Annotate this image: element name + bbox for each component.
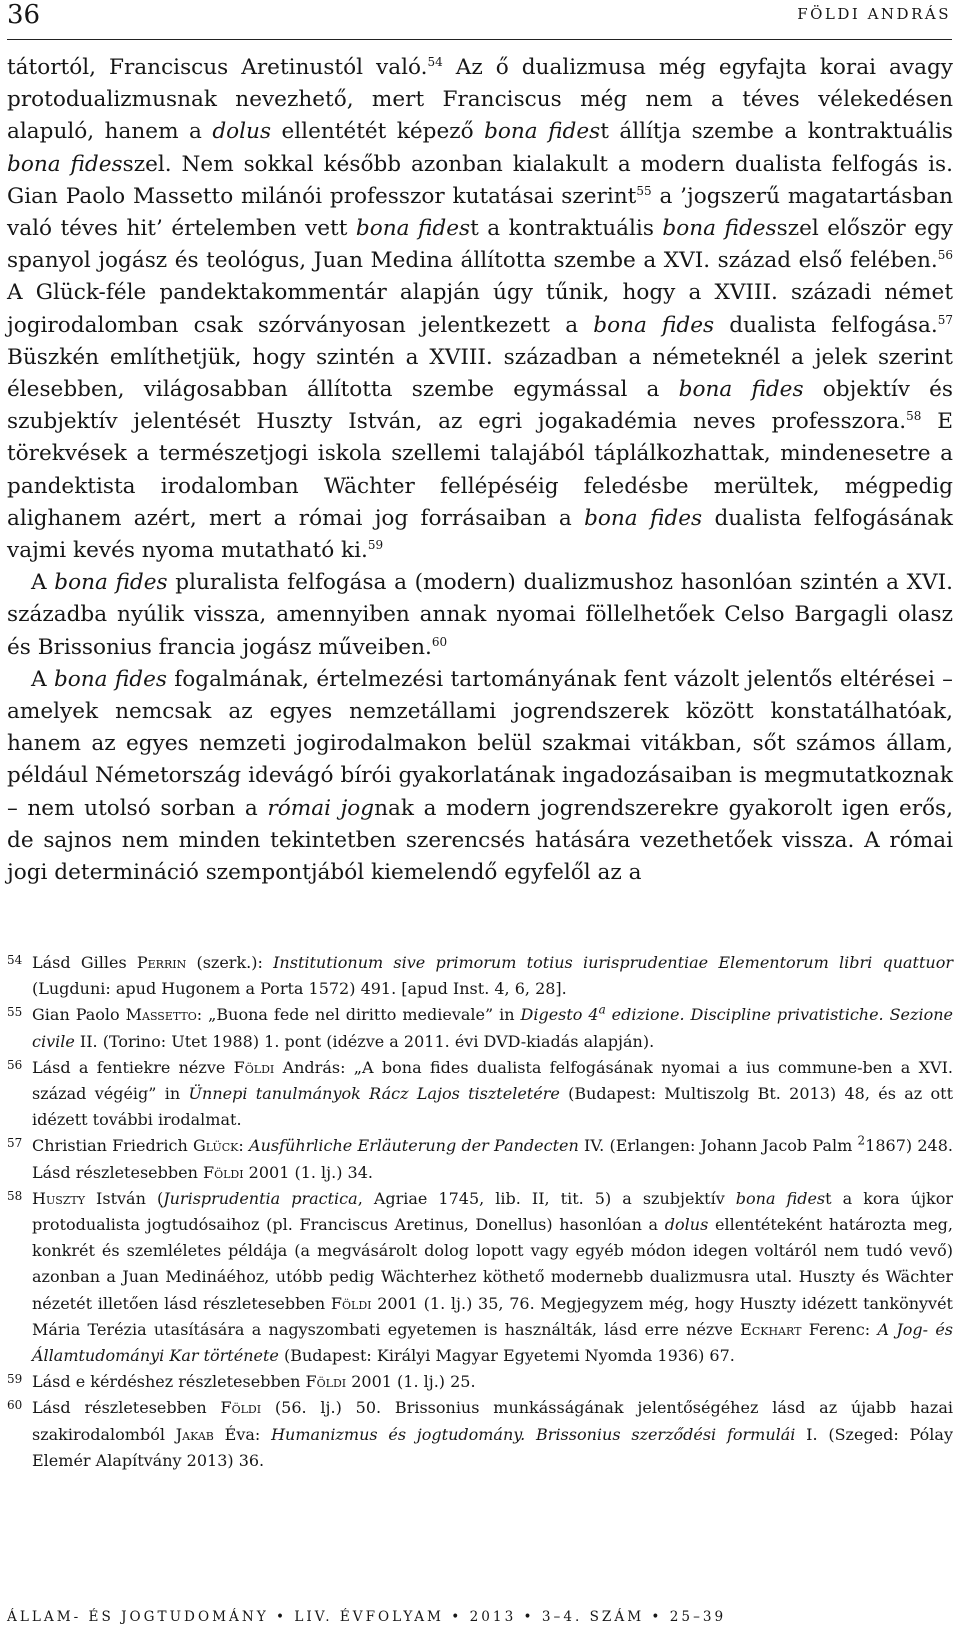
text-run: Lásd részletesebben [32, 1398, 221, 1418]
footnote [7, 1369, 953, 1395]
italic-text: bona fides [7, 151, 123, 177]
author-name: Földi [220, 1398, 262, 1418]
italic-text: edizione. Discipline privatistiche. Sezione civile [32, 1005, 953, 1051]
author-name: Földi [305, 1372, 347, 1392]
text-run: : [238, 1136, 250, 1156]
author-name: Eckhart [740, 1319, 802, 1339]
text-run: fogalmának, értelmezési tartományának fent vázolt jelentős eltérései – amelyek nemcsak az egyes nemzetállami jogrendszerek között konstatálhatóak, hanem az egyes nemzeti jogirodalmakon belül szakmai vitákban, sőt számos állam, például Németország idevágó bírói gyakorlatának ingadozásaiban is megmutatkoznak – nem utolsó sorban a [7, 666, 953, 821]
text-run: A [31, 570, 55, 596]
footnote [7, 1055, 953, 1134]
italic-text: dolus [212, 119, 272, 145]
text-run: Gian Paolo [32, 1005, 126, 1025]
text-run: t állítja szembe a kontraktuális [600, 119, 953, 145]
text-run: : „Buona fede nel diritto medievale” in [196, 1005, 521, 1025]
footnote-ref: 54 [427, 54, 443, 69]
text-run: (szerk.): [186, 953, 274, 972]
italic-text: Ausführliche Erläuterung der Pandecten [249, 1136, 579, 1156]
text-run: I. (Szeged: Pólay Elemér Alapítvány 2013) 36. [32, 1424, 953, 1470]
italic-text: bona fides [735, 1188, 826, 1208]
author-name: Huszty [32, 1188, 86, 1208]
text-run: Lásd Gilles [32, 953, 137, 972]
footnote-ref: 57 [937, 312, 953, 327]
text-run: szel először egy spanyol jogász és teológus, Juan Medina állította szembe a XVI. század első felében. [7, 216, 954, 274]
footnote-number: 59 [7, 1372, 23, 1387]
text-run: dualista felfogása. [714, 312, 938, 338]
footnote [7, 1133, 953, 1185]
text-run: ellentéteként határozta meg, konkrét és szemléletes példája (a megvásárolt dolog lopott vagy egyéb módon idegen voltáról nem tudó vevő) azonban a Juan Medináéhoz, utóbb pedig Wächterhez köthető modernebb dualizmusra utal. Huszty és Wächter nézetét illetően lásd részletesebben [32, 1215, 954, 1313]
text-run: E törekvések a természetjogi iskola szellemi talajából táplálkozhattak, mindenesetre a pandektista irodalomban Wächter fellépéséig feledésbe merültek, mégpedig alighanem azért, mert a római jog forrásaiban a [7, 409, 953, 531]
body-paragraph [7, 664, 953, 889]
text-run: 2001 (1. lj.) 34. [243, 1162, 373, 1182]
text-run: István ( [85, 1188, 164, 1208]
text-run: szel. Nem sokkal később azonban kialakult a modern dualista felfogás is. Gian Paolo Massetto milánói professzor kutatásai szerint [7, 151, 953, 209]
text-run: Lásd e kérdéshez részletesebben [32, 1372, 306, 1392]
text-run: t a kora újkor protodualista jogtudósaihoz (pl. Franciscus Aretinus, Donellus) hasonlóan a [32, 1188, 954, 1235]
italic-text: bona fides [584, 505, 703, 531]
italic-text: A Jog- és Államtudományi Kar története [32, 1319, 954, 1366]
text-run: (Budapest: Királyi Magyar Egyetemi Nyomda 1936) 67. [278, 1346, 735, 1366]
text-run: t a kontraktuális [470, 216, 663, 242]
italic-text: bona fides [484, 119, 601, 145]
text-run: Ferenc: [801, 1319, 878, 1339]
text-run: dualista felfogásának vajmi kevés nyoma mutatható ki. [7, 505, 954, 564]
italic-text: bona fides [593, 312, 715, 338]
text-run: Lásd a fentiekre nézve [32, 1057, 234, 1077]
text-run: II. (Torino: Utet 1988) 1. pont (idézve a 2011. évi DVD-kiadás alapján). [74, 1031, 655, 1051]
text-run: tátortól, Franciscus Aretinustól való. [7, 55, 428, 80]
footnote-ref: 60 [431, 634, 448, 649]
author-name: Földi [233, 1057, 275, 1077]
author-name: Jakab [175, 1424, 214, 1444]
italic-text: Jurisprudentia practica [163, 1188, 358, 1208]
body-paragraph [7, 52, 953, 567]
text-run: a ’jogszerű magatartásban való téves hit’ értelemben vett [7, 183, 953, 242]
footnote-ref: 55 [636, 183, 652, 198]
text-run: Christian Friedrich [32, 1136, 194, 1156]
footnote-ref: a [598, 1003, 606, 1018]
footnote-number: 56 [7, 1057, 23, 1072]
header-rule [7, 39, 952, 40]
author-name: Perrin [136, 953, 187, 972]
text-run: (56. lj.) 50. Brissonius munkásságának jelentőségéhez lásd az újabb hazai szakirodalomból [32, 1398, 954, 1444]
text-run: (Lugduni: apud Hugonem a Porta 1572) 491. [apud Inst. 4, 6, 28]. [32, 979, 567, 999]
footnote-number: 58 [7, 1188, 23, 1203]
text-run: 1867) 248. Lásd részletesebben [32, 1136, 953, 1182]
running-head: FÖLDI ANDRÁS [797, 5, 951, 23]
text-run: 2001 (1. lj.) 25. [346, 1372, 476, 1392]
text-run: pluralista felfogása a (modern) dualizmushoz hasonlóan szintén a XVI. századba nyúlik vissza, amennyiben annak nyomai föllelhetőek Celso Bargagli olasz és Brissonius francia jogász műveiben. [7, 570, 953, 660]
footnote-ref: 59 [367, 537, 384, 552]
text-run: ellentétét képező [271, 119, 485, 145]
italic-text: bona fides [678, 377, 804, 403]
footnote [7, 1395, 953, 1474]
footnotes [7, 950, 953, 1474]
text-run: , Agriae 1745, lib. II, tit. 5) a szubjektív [357, 1188, 736, 1208]
journal-footer: ÁLLAM- ÉS JOGTUDOMÁNY • LIV. ÉVFOLYAM • 2013 • 3–4. SZÁM • 25–39 [7, 1609, 727, 1625]
italic-text: római jog [267, 795, 375, 821]
footnote-number: 54 [7, 953, 23, 967]
footnote [7, 950, 953, 1002]
italic-text: bona fides [662, 216, 777, 242]
italic-text: Humanizmus és jogtudomány. Brissonius szerződési formulái [271, 1424, 796, 1444]
italic-text: bona fides [54, 570, 168, 596]
italic-text: Ünnepi tanulmányok Rácz Lajos tiszteletére [188, 1084, 560, 1104]
footnote [7, 1186, 953, 1369]
text-run: (Budapest: Multiszolg Bt. 2013) 48, és az ott idézett további irodalmat. [32, 1084, 953, 1130]
italic-text: bona fides [355, 216, 471, 242]
footnote-ref: 2 [857, 1134, 866, 1149]
text-run: objektív és szubjektív jelentését Huszty István, az egri jogakadémia neves professzora. [7, 377, 953, 435]
text-run: nak a modern jogrendszerekre gyakorolt igen erős, de sajnos nem minden tekintetben szerencsés hatására vezethetőek vissza. A római jogi determináció szempontjából kiemelendő egyfelől az a [7, 795, 953, 886]
italic-text: Institutionum sive primorum totius iurisprudentiae Elementorum libri quattuor [273, 953, 953, 972]
text-run: Az ő dualizmusa még egyfajta korai avagy protodualizmusnak nevezhető, mert Franciscus még nem a téves vélekedésen alapuló, hanem a [7, 55, 953, 145]
italic-text: Digesto 4 [520, 1005, 599, 1025]
author-name: Földi [330, 1293, 372, 1313]
text-run: András: „A bona fides dualista felfogásának nyomai a ius commune-ben a XVI. század végéig” in [32, 1057, 954, 1104]
author-name: Földi [202, 1162, 244, 1182]
italic-text: dolus [664, 1215, 709, 1235]
author-name: Glück [193, 1136, 239, 1156]
text-run: Éva: [213, 1424, 272, 1444]
author-name: Massetto [125, 1005, 197, 1025]
text-run: A [31, 666, 54, 692]
footnote-number: 55 [7, 1005, 23, 1020]
italic-text: bona fides [53, 666, 167, 692]
page-number: 36 [7, 0, 41, 30]
footnote-number: 60 [7, 1398, 23, 1413]
text-run: Büszkén említhetjük, hogy szintén a XVIII. században a németeknél a jelek szerint élesebben, világosabban állította szembe egymással a [7, 344, 953, 403]
text-run: IV. (Erlangen: Johann Jacob Palm [578, 1136, 858, 1156]
footnote [7, 1002, 953, 1054]
footnote-ref: 56 [937, 248, 953, 263]
text-run: A Glück-féle pandektakommentár alapján úgy tűnik, hogy a XVIII. századi német jogirodalomban csak szórványosan jelentkezett a [7, 280, 953, 338]
footnote-number: 57 [7, 1136, 23, 1151]
body-paragraph [7, 567, 953, 664]
footnote-ref: 58 [906, 409, 922, 424]
text-run: 2001 (1. lj.) 35, 76. Megjegyzem még, hogy Huszty idézett tankönyvét Mária Terézia utasítására a nagyszombati egyetemen is használták, lásd erre nézve [32, 1293, 953, 1339]
body-text [7, 52, 953, 889]
